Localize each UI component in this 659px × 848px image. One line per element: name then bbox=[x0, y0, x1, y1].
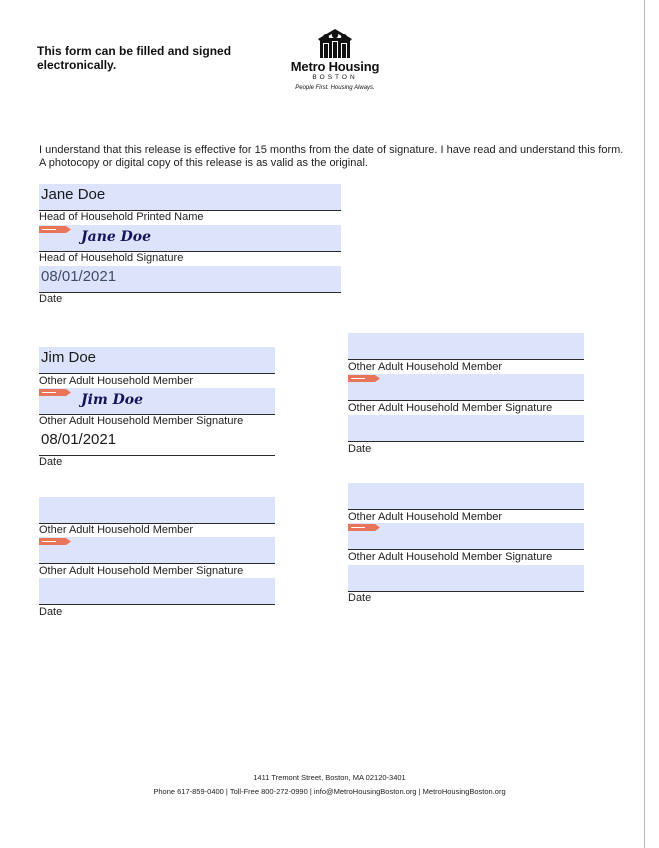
member-4-date-label: Date bbox=[348, 592, 372, 604]
member-3-name-field[interactable] bbox=[39, 497, 275, 524]
footer-address: 1411 Tremont Street, Boston, MA 02120-3401 bbox=[253, 773, 406, 782]
member-3-signature-field[interactable] bbox=[39, 537, 275, 564]
head-name-field[interactable] bbox=[39, 184, 341, 211]
member-3-date-field[interactable] bbox=[39, 578, 275, 605]
member-2-signature-field[interactable] bbox=[348, 374, 584, 401]
member-4-date-field[interactable] bbox=[348, 565, 584, 592]
member-3-name-label: Other Adult Household Member bbox=[39, 524, 194, 536]
head-date-field[interactable] bbox=[39, 266, 341, 293]
member-1-date-label: Date bbox=[39, 456, 63, 468]
logo-name: Metro Housing bbox=[290, 59, 380, 74]
member-1-signature-field[interactable] bbox=[39, 388, 275, 415]
head-name-value: Jane Doe bbox=[41, 186, 106, 203]
member-1-signature-value: Jim Doe bbox=[81, 392, 144, 408]
electronic-note-line1: This form can be filled and signed bbox=[37, 44, 232, 58]
member-1-name-value: Jim Doe bbox=[41, 349, 97, 366]
head-signature-label: Head of Household Signature bbox=[39, 252, 184, 264]
sign-here-tag-icon bbox=[39, 389, 71, 396]
sign-here-tag-icon bbox=[348, 375, 380, 382]
head-name-label: Head of Household Printed Name bbox=[39, 211, 204, 223]
sign-here-tag-icon bbox=[39, 538, 71, 545]
member-2-date-field[interactable] bbox=[348, 415, 584, 442]
logo-tagline: People First. Housing Always. bbox=[295, 85, 375, 91]
sign-here-tag-icon bbox=[39, 226, 71, 233]
member-2-name-label: Other Adult Household Member bbox=[348, 361, 503, 373]
head-signature-field[interactable] bbox=[39, 225, 341, 252]
head-signature-value: Jane Doe bbox=[81, 229, 152, 245]
people-house-icon bbox=[280, 28, 390, 60]
member-2-date-label: Date bbox=[348, 443, 372, 455]
sign-here-tag-icon bbox=[348, 524, 380, 531]
member-3-signature-label: Other Adult Household Member Signature bbox=[39, 565, 244, 577]
electronic-note bbox=[37, 44, 247, 72]
member-1-date-value: 08/01/2021 bbox=[41, 431, 117, 448]
member-2-name-field[interactable] bbox=[348, 333, 584, 360]
member-1-name-label: Other Adult Household Member bbox=[39, 375, 194, 387]
member-3-date-label: Date bbox=[39, 606, 63, 618]
member-4-signature-label: Other Adult Household Member Signature bbox=[348, 551, 553, 563]
member-2-signature-label: Other Adult Household Member Signature bbox=[348, 402, 553, 414]
logo-city: BOSTON bbox=[312, 74, 358, 81]
release-statement: I understand that this release is effective for 15 months from the date of signature. I have read and understand this form. A photocopy or digital copy of this release is as valid as the original. bbox=[39, 144, 624, 169]
head-date-value: 08/01/2021 bbox=[41, 268, 117, 285]
metro-housing-logo bbox=[280, 28, 390, 98]
member-4-signature-field[interactable] bbox=[348, 523, 584, 550]
electronic-note-line2: electronically. bbox=[37, 58, 117, 72]
head-date-label: Date bbox=[39, 293, 63, 305]
page-edge bbox=[644, 0, 645, 848]
member-1-signature-label: Other Adult Household Member Signature bbox=[39, 415, 244, 427]
member-1-date-field[interactable] bbox=[39, 429, 275, 456]
footer-contact: Phone 617-859-0400 | Toll-Free 800-272-0990 | info@MetroHousingBoston.org | MetroHousingBoston.org bbox=[153, 787, 506, 796]
member-4-name-field[interactable] bbox=[348, 483, 584, 510]
member-4-name-label: Other Adult Household Member bbox=[348, 511, 503, 523]
member-1-name-field[interactable] bbox=[39, 347, 275, 374]
